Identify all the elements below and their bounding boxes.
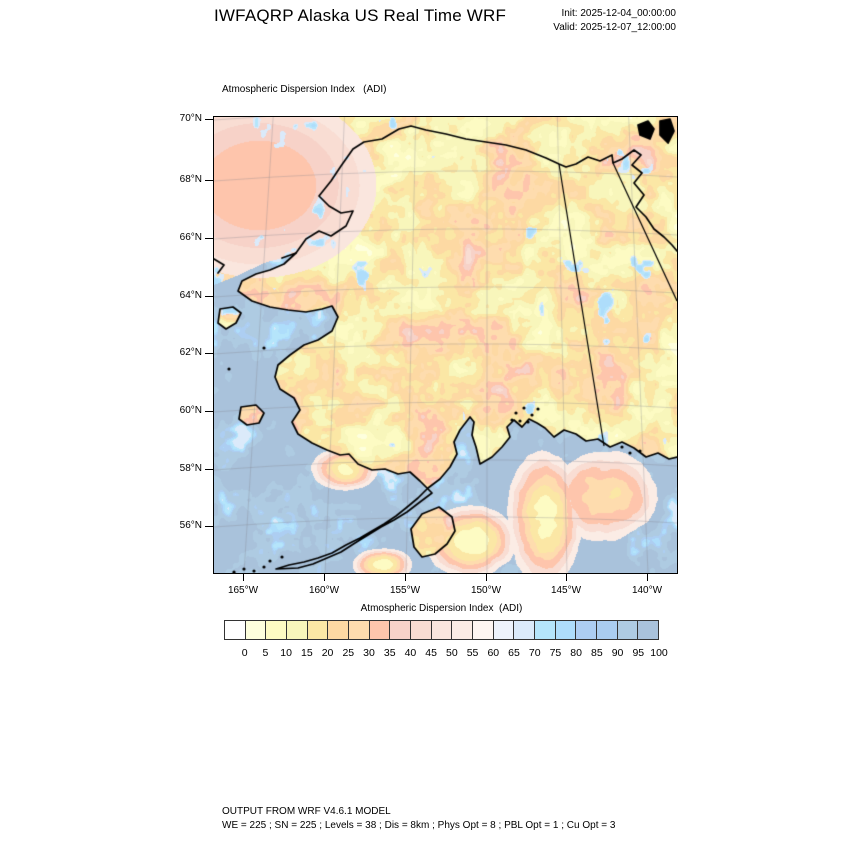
colorbar-tick-label: 35 [383, 647, 396, 659]
lon-tick-label: 165°W [227, 585, 259, 596]
lon-tick [486, 574, 487, 581]
lat-tick-label: 56°N [179, 520, 202, 531]
colorbar-cell [246, 621, 267, 639]
colorbar-tick-label: 100 [650, 647, 668, 659]
map-frame [213, 116, 678, 574]
colorbar-tick-label: 95 [632, 647, 645, 659]
colorbar-cell [514, 621, 535, 639]
lat-tick [205, 353, 213, 354]
colorbar-cell [287, 621, 308, 639]
colorbar-title: Atmospheric Dispersion Index (ADI) [360, 603, 523, 614]
colorbar-cell [535, 621, 556, 639]
colorbar-tick-label: 10 [280, 647, 292, 659]
colorbar-tick-label: 85 [591, 647, 603, 659]
valid-time: Valid: 2025-12-07_12:00:00 [553, 22, 676, 33]
lat-tick [205, 119, 213, 120]
lon-tick-label: 140°W [631, 585, 663, 596]
colorbar-cell [494, 621, 515, 639]
colorbar-tick-label: 90 [611, 647, 624, 659]
lon-tick [566, 574, 567, 581]
colorbar-tick-label: 5 [262, 647, 269, 659]
colorbar-tick-label: 20 [321, 647, 334, 659]
colorbar-cell [266, 621, 287, 639]
lon-tick-label: 145°W [550, 585, 582, 596]
lon-tick [324, 574, 325, 581]
lon-tick-label: 160°W [308, 585, 340, 596]
colorbar-cell [576, 621, 597, 639]
colorbar-cell [638, 621, 658, 639]
colorbar-cell [556, 621, 577, 639]
plot-title: IWFAQRP Alaska US Real Time WRF [214, 6, 507, 25]
colorbar-cell [473, 621, 494, 639]
colorbar-tick-label: 80 [570, 647, 582, 659]
lon-tick [647, 574, 648, 581]
colorbar-tick-label: 0 [241, 647, 248, 659]
colorbar-tick-label: 50 [446, 647, 458, 659]
lon-tick [243, 574, 244, 581]
colorbar-cell [225, 621, 246, 639]
footer-line1: OUTPUT FROM WRF V4.6.1 MODEL [222, 806, 391, 817]
colorbar-tick-label: 45 [425, 647, 437, 659]
lon-tick-label: 155°W [389, 585, 421, 596]
lat-tick [205, 469, 213, 470]
lat-tick-label: 68°N [179, 174, 202, 185]
colorbar-tick-label: 65 [508, 647, 520, 659]
lat-tick [205, 238, 213, 239]
colorbar-tick-label: 15 [301, 647, 313, 659]
colorbar-tick-label: 25 [342, 647, 355, 659]
lat-tick-label: 66°N [179, 232, 202, 243]
init-valid-block [430, 7, 676, 35]
lat-tick [205, 411, 213, 412]
colorbar-tick-label: 75 [549, 647, 562, 659]
lat-tick [205, 180, 213, 181]
colorbar-cell [308, 621, 329, 639]
colorbar-cell [432, 621, 453, 639]
colorbar-tick-label: 60 [487, 647, 500, 659]
colorbar-cell [452, 621, 473, 639]
colorbar-cell [349, 621, 370, 639]
lat-tick-label: 60°N [179, 405, 202, 416]
lat-tick [205, 526, 213, 527]
lat-tick-label: 58°N [179, 463, 202, 474]
lat-tick-label: 62°N [179, 347, 202, 358]
lon-tick-label: 150°W [470, 585, 502, 596]
colorbar-tick-label: 40 [404, 647, 417, 659]
colorbar-tick-label: 30 [363, 647, 375, 659]
colorbar-cell [390, 621, 411, 639]
colorbar-cell [328, 621, 349, 639]
colorbar-tick-label: 55 [466, 647, 479, 659]
colorbar [224, 620, 659, 640]
lat-tick-label: 70°N [179, 113, 202, 124]
lat-tick-label: 64°N [179, 290, 202, 301]
field-title: Atmospheric Dispersion Index (ADI) [222, 84, 387, 95]
init-time: Init: 2025-12-04_00:00:00 [561, 8, 676, 19]
lon-tick [405, 574, 406, 581]
colorbar-cell [411, 621, 432, 639]
colorbar-tick-label: 70 [528, 647, 541, 659]
colorbar-cell [370, 621, 391, 639]
lat-tick [205, 296, 213, 297]
map-canvas [214, 117, 677, 573]
colorbar-cell [618, 621, 639, 639]
colorbar-cell [597, 621, 618, 639]
footer-line2: WE = 225 ; SN = 225 ; Levels = 38 ; Dis = 8km ; Phys Opt = 8 ; PBL Opt = 1 ; Cu Opt = 3 [222, 820, 616, 831]
